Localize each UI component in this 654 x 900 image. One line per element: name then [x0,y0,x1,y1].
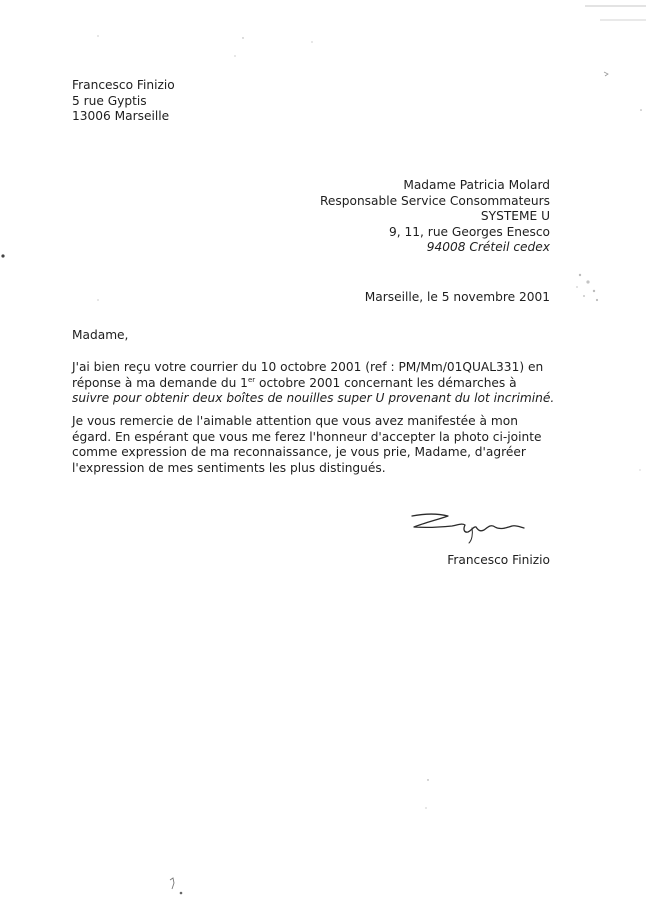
sender-address [72,78,175,125]
paragraph-1-line-1: J'ai bien reçu votre courrier du 10 octobre 2001 (ref : PM/Mm/01QUAL331) en [72,360,544,374]
paragraph-2-line-4: l'expression de mes sentiments les plus distingués. [72,460,386,475]
paragraph-2-line-3: comme expression de ma reconnaissance, je vous prie, Madame, d'agréer [72,445,526,459]
place-date: Marseille, le 5 novembre 2001 [364,290,550,304]
recipient-company: SYSTEME U [480,209,550,223]
ordinal-superscript: er [247,375,256,384]
recipient-address [320,178,550,256]
paragraph-1-line-3: suivre pour obtenir deux boîtes de nouilles super U provenant du lot incriminé. [72,391,555,405]
salutation: Madame, [72,328,129,342]
sender-city: 13006 Marseille [72,109,170,123]
paragraph-2 [72,414,542,476]
sender-street: 5 rue Gyptis [72,93,147,108]
handwritten-signature [402,506,532,546]
paragraph-1-line-2 [72,376,554,392]
recipient-title: Responsable Service Consommateurs [320,193,550,208]
paragraph-2-line-2: égard. En espérant que vous me ferez l'honneur d'accepter la photo ci-jointe [72,429,542,444]
signature-name: Francesco Finizio [447,553,550,567]
recipient-name: Madame Patricia Molard [403,178,550,192]
recipient-city: 94008 Créteil cedex [426,240,550,254]
paragraph-2-line-1: Je vous remercie de l'aimable attention que vous avez manifestée à mon [72,414,518,428]
recipient-street: 9, 11, rue Georges Enesco [389,224,550,239]
paragraph-1-line-2-end: octobre 2001 concernant les démarches à [255,375,517,390]
paragraph-1-line-2-start: réponse à ma demande du 1 [72,375,248,390]
paragraph-1 [72,360,554,407]
sender-name: Francesco Finizio [72,78,175,92]
